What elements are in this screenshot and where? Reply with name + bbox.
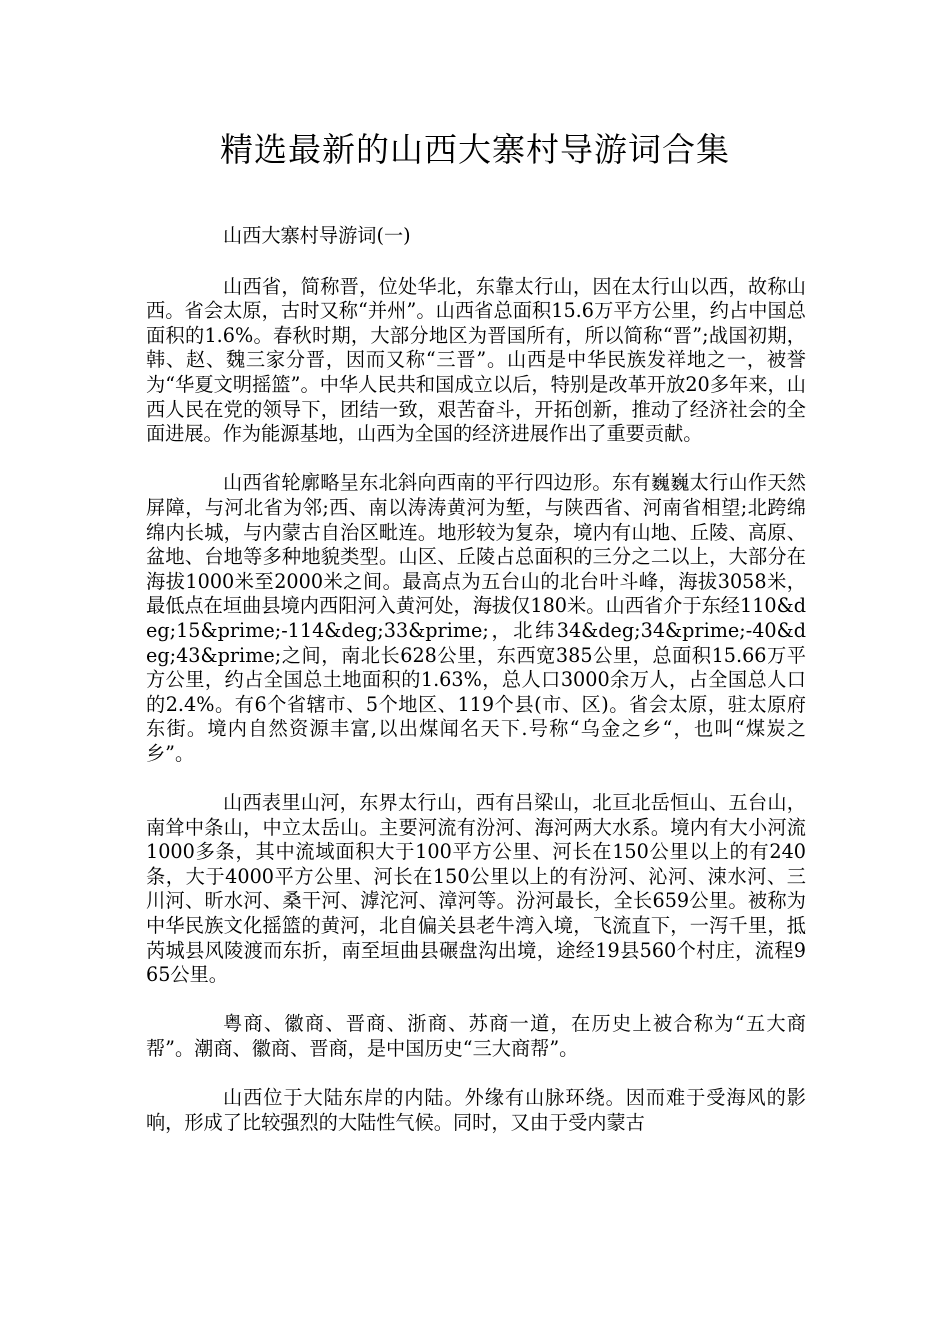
document-body — [146, 224, 806, 1160]
section-heading: 山西大寨村导游词(一) — [223, 224, 411, 247]
paragraph-rivers: 山西表里山河，东界太行山，西有吕梁山，北亘北岳恒山、五台山，南耸中条山，中立太岳山。主要河流有汾河、海河两大水系。境内有大小河流1000多条，其中流域面积大于100平方公里、河长在150公里以上的有240条，大于4000平方公里、河长在150公里以上的有汾河、沁河、涑水河、三川河、昕水河、桑干河、滹沱河、漳河等。汾河最长，全长659公里。被称为中华民族文化摇篮的黄河，北自偏关县老牛湾入境，飞流直下，一泻千里，抵芮城县风陵渡而东折，南至垣曲县碾盘沟出境，途经19县560个村庄，流程965公里。 — [146, 791, 806, 987]
paragraph-geography: 山西省轮廓略呈东北斜向西南的平行四边形。东有巍巍太行山作天然屏障，与河北省为邻;西、南以涛涛黄河为堑，与陕西省、河南省相望;北跨绵绵内长城，与内蒙古自治区毗连。地形较为复杂，境内有山地、丘陵、高原、盆地、台地等多种地貌类型。山区、丘陵占总面积的三分之二以上，大部分在海拔1000米至2000米之间。最高点为五台山的北台叶斗峰，海拔3058米，最低点在垣曲县境内西阳河入黄河处，海拔仅180米。山西省介于东经110&deg;15&prime;-114&deg;33&prime;，北纬34&deg;34&prime;-40&deg;43&prime;之间，南北长628公里，东西宽385公里，总面积15.66万平方公里，约占全国总土地面积的1.63%，总人口3000余万人，占全国总人口的2.4%。有6个省辖市、5个地区、119个县(市、区)。省会太原，驻太原府东街。境内自然资源丰富,以出煤闻名天下.号称“乌金之乡“，也叫“煤炭之乡”。 — [146, 471, 806, 765]
document-title: 精选最新的山西大寨村导游词合集 — [220, 130, 730, 169]
paragraph-overview: 山西省，简称晋，位处华北，东靠太行山，因在太行山以西，故称山西。省会太原，古时又称“并州”。山西省总面积15.6万平方公里，约占中国总面积的1.6%。春秋时期，大部分地区为晋国所有，所以简称“晋”;战国初期，韩、赵、魏三家分晋，因而又称“三晋”。山西是中华民族发祥地之一，被誉为“华夏文明摇篮”。中华人民共和国成立以后，特别是改革开放20多年来，山西人民在党的领导下，团结一致，艰苦奋斗，开拓创新，推动了经济社会的全面进展。作为能源基地，山西为全国的经济进展作出了重要贡献。 — [146, 274, 806, 446]
paragraph-merchants: 粤商、徽商、晋商、浙商、苏商一道，在历史上被合称为“五大商帮”。潮商、徽商、晋商，是中国历史“三大商帮”。 — [146, 1012, 806, 1060]
paragraph-climate: 山西位于大陆东岸的内陆。外缘有山脉环绕。因而难于受海风的影响，形成了比较强烈的大陆性气候。同时，又由于受内蒙古 — [146, 1086, 806, 1134]
